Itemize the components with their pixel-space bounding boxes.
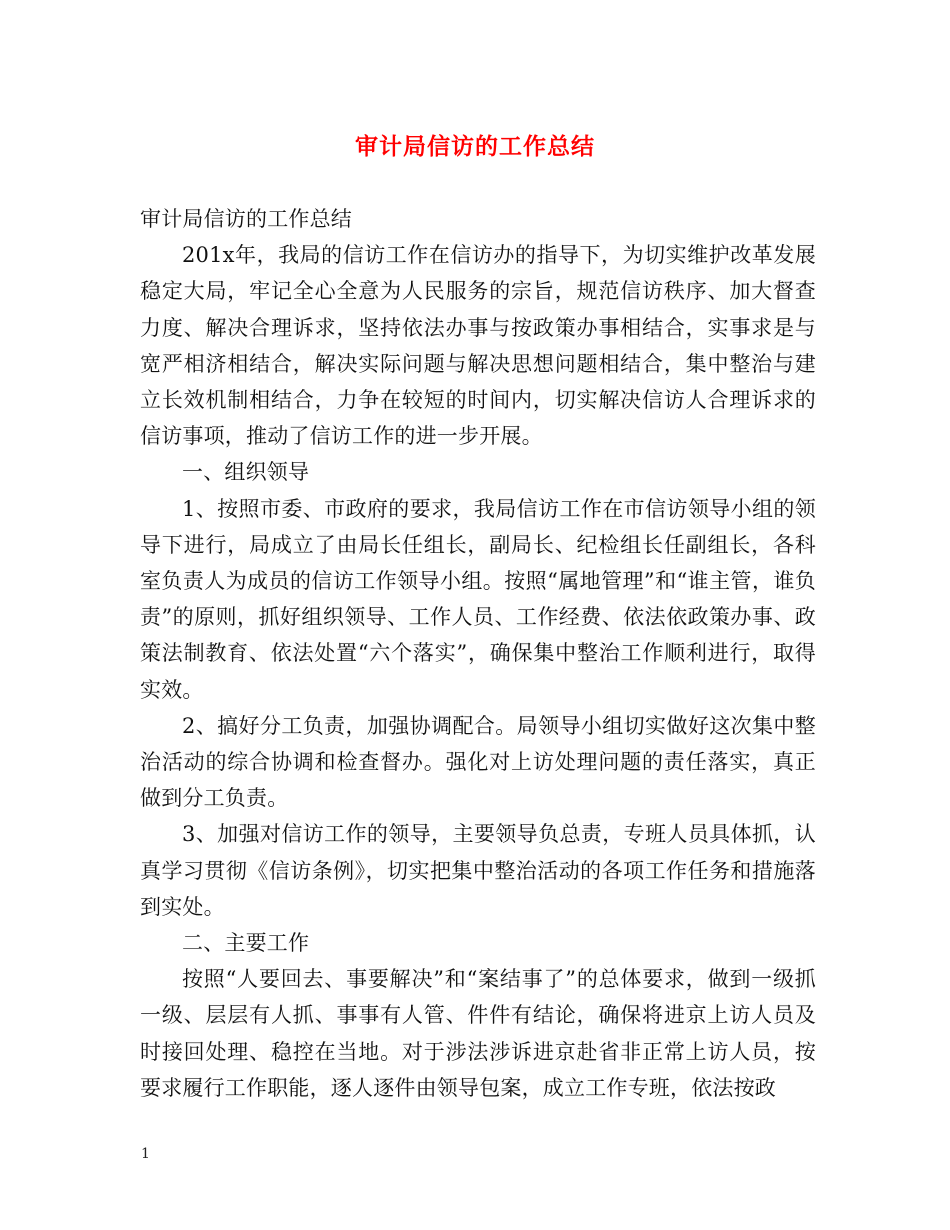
document-title: 审计局信访的工作总结 (355, 134, 595, 160)
section-heading-main-work: 二、主要工作 (182, 931, 310, 956)
intro-paragraph: 201x年，我局的信访工作在信访办的指导下，为切实维护改革发展稳定大局，牢记全心全意为人民服务的宗旨，规范信访秩序、加大督查力度、解决合理诉求，坚持依法办事与按政策办事相结合，实事求是与宽严相济相结合，解决实际问题与解决思想问题相结合，集中整治与建立长效机制相结合，力争在较短的时间内，切实解决信访人合理诉求的信访事项，推动了信访工作的进一步开展。 (140, 243, 816, 449)
page-number: 1 (141, 1146, 150, 1162)
paragraph-item-3: 3、加强对信访工作的领导，主要领导负总责，专班人员具体抓，认真学习贯彻《信访条例》，切实把集中整治活动的各项工作任务和措施落到实处。 (140, 822, 816, 919)
paragraph-item-2: 2、搞好分工负责，加强协调配合。局领导小组切实做好这次集中整治活动的综合协调和检查督办。强化对上访处理问题的责任落实，真正做到分工负责。 (140, 713, 816, 811)
paragraph-main-work: 按照“人要回去、事要解决”和“案结事了”的总体要求，做到一级抓一级、层层有人抓、事事有人管、件件有结论，确保将进京上访人员及时接回处理、稳控在当地。对于涉法涉诉进京赴省非正常上访人员，按要求履行工作职能，逐人逐件由领导包案，成立工作专班，依法按政 (140, 967, 816, 1100)
subtitle-paragraph: 审计局信访的工作总结 (140, 207, 352, 231)
section-heading-organization: 一、组织领导 (182, 460, 310, 485)
document-body (140, 201, 816, 1106)
paragraph-item-1: 1、按照市委、市政府的要求，我局信访工作在市信访领导小组的领导下进行，局成立了由局长任组长，副局长、纪检组长任副组长，各科室负责人为成员的信访工作领导小组。按照“属地管理”和“谁主管，谁负责”的原则，抓好组织领导、工作人员、工作经费、依法依政策办事、政策法制教育、依法处置“六个落实”，确保集中整治工作顺利进行，取得实效。 (140, 496, 816, 702)
